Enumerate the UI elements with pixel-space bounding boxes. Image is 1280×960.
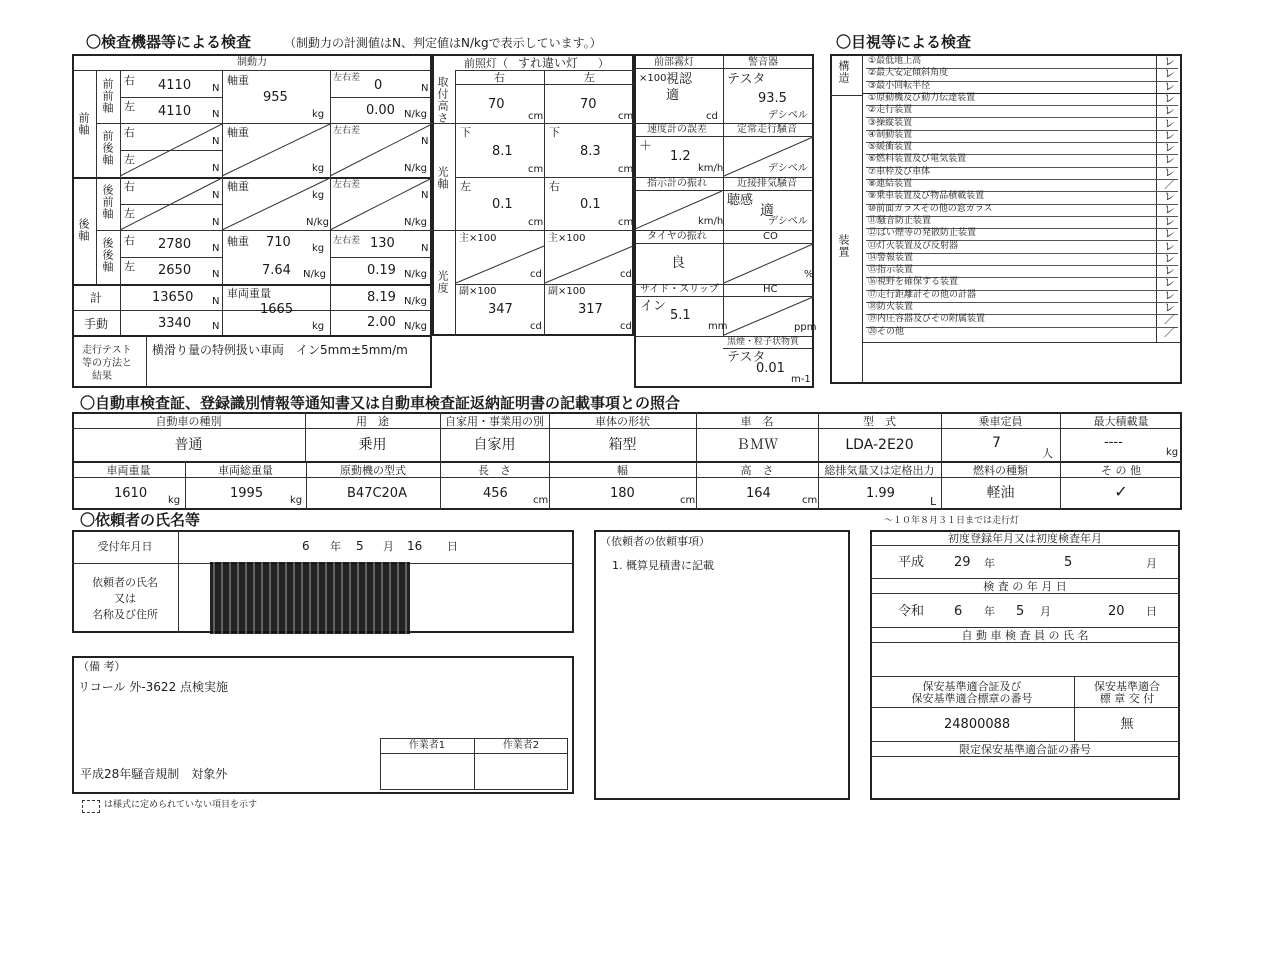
hl-sub-right-label: 副×100 xyxy=(459,286,497,297)
visual-item-mark: レ xyxy=(1164,251,1175,265)
hl-side-left-unit: cm xyxy=(618,217,634,228)
visual-item-mark: レ xyxy=(1164,141,1175,155)
remark-noise: 平成28年騒音規制 対象外 xyxy=(80,767,228,781)
reg-maxload-header: 最大積載量 xyxy=(1093,415,1149,428)
reg-capacity-unit: 人 xyxy=(1042,447,1053,460)
total-label: 計 xyxy=(90,291,103,305)
visual-item-label: ⑪騒音防止装置 xyxy=(868,215,932,226)
rr-diff-value: 130 xyxy=(370,236,395,251)
visual-item-row xyxy=(866,290,1178,303)
hl-main-left-label: 主×100 xyxy=(548,233,586,244)
rf-ratio-unit: N/kg xyxy=(404,217,427,228)
ff-ratio-value: 0.00 xyxy=(366,103,395,118)
rr-diff-ratio-unit: N/kg xyxy=(404,269,427,280)
rr-left-unit: N xyxy=(212,269,220,280)
ff-axle-label: 軸重 xyxy=(227,74,249,87)
rf-left-unit: N xyxy=(212,217,220,228)
visual-item-mark: レ xyxy=(1164,202,1175,216)
rf-axle-ratio-unit: N/kg xyxy=(306,217,329,228)
reg-length: 456 xyxy=(483,486,508,501)
hl-left-header: 左 xyxy=(584,71,595,84)
speedometer-error-sign: ＋ xyxy=(639,139,653,154)
hc-label: HC xyxy=(763,284,778,295)
reg-capacity: 7 xyxy=(992,435,1001,451)
rr-diff-unit: N xyxy=(421,243,429,254)
visual-item-row xyxy=(866,81,1178,94)
visual-item-row xyxy=(866,154,1178,167)
received-year: 6 xyxy=(302,539,310,553)
rr-right-unit: N xyxy=(212,243,220,254)
horn-unit: デシベル xyxy=(768,110,808,121)
reg-model-header: 型 式 xyxy=(863,415,896,428)
visual-item-mark: レ xyxy=(1164,301,1175,314)
horn-value: 93.5 xyxy=(758,91,787,106)
test-label-1: 走行テスト xyxy=(82,345,132,356)
indicator-unit: km/h xyxy=(698,216,724,227)
fog-lamp-unit: cd xyxy=(706,111,718,122)
legend-box xyxy=(82,800,100,813)
visual-device-label: 装置 xyxy=(837,234,850,258)
visual-item-label: ⑬灯火装置及び反射器 xyxy=(868,240,959,251)
fr-diff-label: 左右差 xyxy=(333,126,361,136)
inspection-date-year: 6 xyxy=(954,604,963,619)
fog-lamp-label: 前部霧灯 xyxy=(654,57,694,68)
ff-left-label: 左 xyxy=(124,100,135,113)
reg-other-header: そ の 他 xyxy=(1101,464,1141,477)
headlight-header-left: 前照灯（ xyxy=(464,57,508,70)
visual-item-row xyxy=(866,191,1178,204)
headlight-header-right: ） xyxy=(598,57,609,70)
rr-ratio-unit: N/kg xyxy=(303,269,326,280)
hl-sub-left-unit: cd xyxy=(620,321,632,332)
visual-section-title: 〇目視等による検査 xyxy=(836,33,972,51)
inspection-date-day-unit: 日 xyxy=(1146,605,1157,618)
visual-item-label: ⑱防火装置 xyxy=(868,302,914,312)
visual-item-row xyxy=(866,118,1178,131)
visual-item-mark: レ xyxy=(1164,239,1175,253)
fog-lamp-result: 視認適 xyxy=(666,72,693,103)
visual-item-mark: レ xyxy=(1164,214,1175,228)
remark-recall: リコール 外-3622 点検実施 xyxy=(78,680,229,694)
reg-weight-header: 車両重量 xyxy=(106,464,151,477)
first-registration-era: 平成 xyxy=(898,555,925,570)
visual-item-mark: ／ xyxy=(1164,313,1175,327)
rr-axle-unit: kg xyxy=(312,243,325,254)
reg-height-header: 高 さ xyxy=(740,464,774,477)
headlight-type: すれ違い灯 xyxy=(518,56,579,70)
smoke-label: 黒煙・粒子状物質 xyxy=(727,337,800,347)
hl-down-right: 8.1 xyxy=(492,144,513,159)
rf-axle-label: 軸重 xyxy=(227,180,249,193)
hl-main-right-unit: cd xyxy=(530,269,542,280)
reg-maxload: ---- xyxy=(1104,435,1123,450)
visual-structure-label: 構造 xyxy=(837,60,850,84)
rf-axle-unit: kg xyxy=(312,190,325,201)
hl-down-right-unit: cm xyxy=(528,164,544,175)
speedometer-error-label: 速度計の誤差 xyxy=(647,124,707,135)
visual-item-label: ⑮指示装置 xyxy=(868,265,914,276)
reg-displacement-unit: L xyxy=(930,495,937,508)
visual-item-label: ①原動機及び動力伝達装置 xyxy=(868,92,976,103)
side-slip-direction: イン xyxy=(640,299,667,314)
rr-diff-ratio-value: 0.19 xyxy=(367,263,396,278)
reg-gross-header: 車両総重量 xyxy=(218,464,273,477)
hl-side-right-unit: cm xyxy=(528,217,544,228)
tire-runout-result: 良 xyxy=(671,255,685,271)
visual-item-label: ⑳その他 xyxy=(868,326,905,337)
rear-axle-label: 後軸 xyxy=(77,218,90,242)
hl-height-label: 取付高さ xyxy=(436,76,449,124)
visual-item-mark: ／ xyxy=(1164,178,1175,191)
visual-item-row xyxy=(866,277,1178,290)
visual-item-label: ⑦車枠及び車体 xyxy=(868,166,931,177)
visual-item-mark: ／ xyxy=(1164,325,1175,339)
hl-right-header: 右 xyxy=(494,71,505,84)
visual-item-mark: レ xyxy=(1164,91,1175,105)
visual-item-mark: レ xyxy=(1164,116,1175,130)
visual-item-mark: レ xyxy=(1164,67,1175,81)
inspection-date-day: 20 xyxy=(1108,604,1125,619)
ff-right-unit: N xyxy=(212,83,220,94)
redacted-requester-name xyxy=(210,562,410,634)
inspection-date-month-unit: 月 xyxy=(1040,605,1051,618)
first-registration-year: 29 xyxy=(954,555,971,570)
hand-brake-value: 3340 xyxy=(158,316,192,331)
visual-item-row xyxy=(866,105,1178,118)
stationary-noise-label: 定常走行騒音 xyxy=(737,124,797,135)
visual-item-label: ⑥燃料装置及び電気装置 xyxy=(868,154,967,165)
received-year-unit: 年 xyxy=(330,540,341,553)
visual-item-mark: レ xyxy=(1164,276,1175,290)
stationary-noise-unit: デシベル xyxy=(768,163,808,174)
visual-item-label: ⑲内圧容器及びその附属装置 xyxy=(868,314,986,325)
ff-diff-unit: N xyxy=(421,83,429,94)
visual-item-mark: レ xyxy=(1164,79,1175,93)
received-month: 5 xyxy=(356,539,364,553)
vehicle-weight-unit: kg xyxy=(312,321,325,332)
visual-item-label: ③操縦装置 xyxy=(868,117,913,128)
inspection-date-month: 5 xyxy=(1016,604,1025,619)
issue-label-1: 保安基準適合 xyxy=(1094,680,1160,693)
hl-side-right: 0.1 xyxy=(492,197,513,212)
inspector-name-label: 自 動 車 検 査 員 の 氏 名 xyxy=(961,629,1089,642)
rr-ratio-value: 7.64 xyxy=(262,263,291,278)
proximity-noise-method: 聴感 xyxy=(727,193,754,208)
test-label-2: 等の方法と xyxy=(82,358,132,369)
visual-item-label: ④制動装置 xyxy=(868,129,913,140)
reg-displacement: 1.99 xyxy=(866,486,895,501)
reg-kind-header: 自動車の種別 xyxy=(155,415,222,428)
fr-right-unit: N xyxy=(212,136,220,147)
speedometer-error-unit: km/h xyxy=(698,163,724,174)
fr-diff-unit: N xyxy=(421,136,429,147)
visual-item-label: ⑭警報装置 xyxy=(868,252,914,263)
first-registration-month-unit: 月 xyxy=(1146,557,1157,570)
visual-item-label: ⑧連結装置 xyxy=(868,179,913,189)
hand-ratio-unit: N/kg xyxy=(404,321,427,332)
front-axle-label: 前軸 xyxy=(77,112,90,136)
reg-gross: 1995 xyxy=(230,486,264,501)
rear-front-axle-label: 後前軸 xyxy=(101,184,114,220)
rr-diff-label: 左右差 xyxy=(333,236,361,246)
rr-left-label: 左 xyxy=(124,260,135,273)
reg-length-header: 長 さ xyxy=(478,464,511,477)
total-value: 13650 xyxy=(152,290,194,305)
hand-brake-label: 手動 xyxy=(84,317,109,331)
visual-item-label: ⑤緩衝装置 xyxy=(868,142,913,153)
visual-item-mark: レ xyxy=(1164,227,1175,241)
co-label: CO xyxy=(763,231,778,242)
indicator-label: 指示計の振れ xyxy=(647,178,707,189)
ff-ratio-unit: N/kg xyxy=(404,109,427,120)
reg-height: 164 xyxy=(746,486,771,501)
inspection-date-year-unit: 年 xyxy=(984,605,995,618)
received-date-label: 受付年月日 xyxy=(97,540,153,553)
registry-section-title: 〇自動車検査証、登録識別情報等通知書又は自動車検査証返納証明書の記載事項との照合 xyxy=(80,394,681,412)
reg-width: 180 xyxy=(610,486,635,501)
first-registration-year-unit: 年 xyxy=(984,557,995,570)
visual-item-label: ⑨乗車装置及び物品積載装置 xyxy=(868,191,985,202)
visual-item-row xyxy=(866,93,1178,106)
rr-left-value: 2650 xyxy=(158,263,192,278)
reg-engine: B47C20A xyxy=(347,486,407,501)
ff-diff-value: 0 xyxy=(374,78,383,93)
hl-sub-left-label: 副×100 xyxy=(548,286,586,297)
ff-left-unit: N xyxy=(212,109,220,120)
requester-section-title: 〇依頼者の氏名等 xyxy=(80,511,201,529)
reg-width-unit: cm xyxy=(680,495,696,506)
hand-ratio-value: 2.00 xyxy=(367,315,396,330)
reg-length-unit: cm xyxy=(533,495,549,506)
visual-item-label: ⑫ばい煙等の発散防止装置 xyxy=(868,228,977,239)
visual-item-label: ①最低地上高 xyxy=(868,56,922,66)
ff-diff-label: 左右差 xyxy=(333,73,361,83)
tire-runout-label: タイヤの振れ xyxy=(647,231,707,242)
rf-diff-unit: N xyxy=(421,190,429,201)
reg-capacity-header: 乗車定員 xyxy=(978,415,1023,428)
ff-axle-value: 955 xyxy=(263,90,288,105)
rear-rear-axle-label: 後後軸 xyxy=(101,237,114,273)
proximity-noise-unit: デシベル xyxy=(768,216,808,227)
ff-left-value: 4110 xyxy=(158,104,192,119)
hl-axis-label: 光軸 xyxy=(436,166,449,190)
reg-width-header: 幅 xyxy=(617,464,628,477)
requester-name-label-2: 又は xyxy=(114,592,136,605)
visual-item-label: ⑯視野を確保する装置 xyxy=(868,277,959,288)
visual-item-row xyxy=(866,327,1178,339)
horn-label: 警音器 xyxy=(748,57,778,68)
received-month-unit: 月 xyxy=(383,540,394,553)
hl-down-left-unit: cm xyxy=(618,164,634,175)
inspection-date-label: 検 査 の 年 月 日 xyxy=(983,580,1067,593)
worker1-label: 作業者1 xyxy=(408,740,446,751)
reg-model: LDA-2E20 xyxy=(845,437,914,453)
front-rear-axle-label: 前後軸 xyxy=(101,130,114,166)
fr-ratio-unit: N/kg xyxy=(404,163,427,174)
machine-section-title: 〇検査機器等による検査 xyxy=(86,33,252,51)
hl-height-left: 70 xyxy=(580,97,597,112)
request-item: 1. 概算見積書に記載 xyxy=(612,559,714,572)
smoke-value: 0.01 xyxy=(756,361,785,376)
hl-height-right: 70 xyxy=(488,97,505,112)
total-ratio-value: 8.19 xyxy=(367,290,396,305)
hl-side-left-label: 右 xyxy=(549,180,560,193)
hl-main-left-unit: cd xyxy=(620,269,632,280)
visual-item-label: ②最大安定傾斜角度 xyxy=(868,68,949,79)
requester-name-label-1: 依頼者の氏名 xyxy=(92,576,158,589)
rr-right-value: 2780 xyxy=(158,237,192,252)
reg-displacement-header: 総排気量又は定格出力 xyxy=(824,464,935,477)
hl-sub-left: 317 xyxy=(578,302,603,317)
visual-item-row xyxy=(866,130,1178,143)
visual-item-mark: レ xyxy=(1164,288,1175,302)
visual-item-mark: レ xyxy=(1164,104,1175,118)
hl-side-left: 0.1 xyxy=(580,197,601,212)
legend-text: は様式に定められていない項目を示す xyxy=(104,800,258,810)
visual-item-mark: レ xyxy=(1164,165,1175,179)
first-registration-label: 初度登録年月又は初度検査年月 xyxy=(948,532,1102,545)
limited-cert-label: 限定保安基準適合証の番号 xyxy=(959,743,1091,756)
cert-label-2: 保安基準適合標章の番号 xyxy=(911,692,1033,705)
visual-item-mark: レ xyxy=(1164,264,1175,278)
machine-section-note: （制動力の計測値はN、判定値はN/kgで表示しています。） xyxy=(284,36,602,50)
reg-gross-unit: kg xyxy=(290,495,303,506)
running-light-note: ～１０年８月３１日までは走行灯 xyxy=(884,516,1020,526)
side-slip-label: サイド・スリップ xyxy=(640,284,719,295)
visual-item-row xyxy=(866,228,1178,241)
inspection-block xyxy=(870,530,1180,800)
visual-item-label: ⑩前面ガラスその他の窓ガラス xyxy=(868,203,993,214)
visual-item-mark: レ xyxy=(1164,190,1175,204)
inspection-date-era: 令和 xyxy=(898,604,925,619)
fr-left-unit: N xyxy=(212,163,220,174)
reg-use: 乗用 xyxy=(358,437,387,453)
cert-label-1: 保安基準適合証及び xyxy=(922,680,1022,693)
rf-left-label: 左 xyxy=(124,207,135,220)
visual-item-mark: レ xyxy=(1164,153,1175,167)
speedometer-error-value: 1.2 xyxy=(670,149,691,164)
smoke-unit: m-1 xyxy=(791,374,811,385)
reg-maxload-unit: kg xyxy=(1166,447,1179,458)
reg-name: ＢＭＷ xyxy=(736,437,778,453)
proximity-noise-result: 適 xyxy=(760,203,774,219)
vehicle-weight-label: 車両重量 xyxy=(227,287,271,300)
hl-sub-right-unit: cd xyxy=(530,321,542,332)
reg-weight-unit: kg xyxy=(168,495,181,506)
fr-left-label: 左 xyxy=(124,153,135,166)
ff-right-value: 4110 xyxy=(158,78,192,93)
cert-number: 24800088 xyxy=(944,717,1011,732)
fog-lamp-mark: ×100 xyxy=(639,73,667,84)
issue-value: 無 xyxy=(1120,717,1134,732)
reg-private: 自家用 xyxy=(473,437,516,453)
hl-side-right-label: 左 xyxy=(460,180,471,193)
hc-unit: ppm xyxy=(794,322,817,333)
horn-method: テスタ xyxy=(727,72,766,87)
visual-struct-separator xyxy=(862,93,1182,94)
vehicle-weight-value: 1665 xyxy=(260,302,294,317)
hl-height-left-unit: cm xyxy=(618,111,634,122)
rf-diff-label: 左右差 xyxy=(333,180,361,190)
reg-body: 箱型 xyxy=(608,437,637,453)
received-day: 16 xyxy=(407,539,423,553)
received-day-unit: 日 xyxy=(447,540,458,553)
visual-item-row xyxy=(866,68,1178,81)
test-label-3: 結果 xyxy=(92,371,112,382)
first-registration-month: 5 xyxy=(1064,555,1073,570)
visual-item-row xyxy=(866,241,1178,254)
hl-down-right-label: 下 xyxy=(460,126,471,139)
hl-main-right-label: 主×100 xyxy=(459,233,497,244)
total-unit: N xyxy=(212,296,220,307)
worker2-label: 作業者2 xyxy=(502,740,540,751)
visual-item-row xyxy=(866,167,1178,180)
rr-axle-label: 軸重 xyxy=(227,235,249,248)
rf-right-unit: N xyxy=(212,190,220,201)
hand-brake-unit: N xyxy=(212,321,220,332)
visual-item-label: ②走行装置 xyxy=(868,105,913,116)
hl-sub-right: 347 xyxy=(488,302,513,317)
co-unit: % xyxy=(804,269,814,280)
request-title: （依頼者の依頼事項） xyxy=(600,535,710,548)
side-slip-value: 5.1 xyxy=(670,308,691,323)
reg-kind: 普通 xyxy=(174,437,203,453)
rr-axle-value: 710 xyxy=(266,235,291,250)
front-front-axle-label: 前前軸 xyxy=(101,78,114,114)
visual-item-mark: レ xyxy=(1164,128,1175,142)
ff-right-label: 右 xyxy=(124,74,135,87)
visual-item-row xyxy=(866,204,1178,217)
issue-label-2: 標 章 交 付 xyxy=(1099,692,1155,705)
reg-weight: 1610 xyxy=(114,486,148,501)
reg-fuel-header: 燃料の種類 xyxy=(973,464,1028,477)
smoke-method: テスタ xyxy=(727,350,766,365)
reg-use-header: 用 途 xyxy=(356,415,389,428)
visual-item-row xyxy=(866,314,1178,327)
reg-other-check: ✓ xyxy=(1114,482,1128,501)
rf-right-label: 右 xyxy=(124,180,135,193)
requester-name-label-3: 名称及び住所 xyxy=(92,608,158,621)
fr-axle-label: 軸重 xyxy=(227,126,249,139)
visual-item-label: ③最小回転半径 xyxy=(868,80,931,91)
visual-item-label: ⑰走行距離計その他の計器 xyxy=(868,289,977,300)
reg-name-header: 車 名 xyxy=(740,415,774,428)
ff-axle-unit: kg xyxy=(312,109,325,120)
proximity-noise-label: 近接排気騒音 xyxy=(737,178,797,189)
reg-height-unit: cm xyxy=(802,495,818,506)
fr-axle-unit: kg xyxy=(312,163,325,174)
remarks-title: （備 考） xyxy=(78,660,126,673)
rr-right-label: 右 xyxy=(124,234,135,247)
total-ratio-unit: N/kg xyxy=(404,296,427,307)
hl-intensity-label: 光度 xyxy=(436,270,449,294)
hl-down-left: 8.3 xyxy=(580,144,601,159)
running-test-result: 横滑り量の特例扱い車両 イン5mm±5mm/m xyxy=(152,343,408,357)
brake-header: 制動力 xyxy=(237,57,267,68)
visual-item-mark: レ xyxy=(1164,55,1175,68)
fr-right-label: 右 xyxy=(124,126,135,139)
hl-down-left-label: 下 xyxy=(549,126,560,139)
reg-fuel: 軽油 xyxy=(986,485,1015,501)
reg-private-header: 自家用・事業用の別 xyxy=(445,415,544,428)
side-slip-unit: mm xyxy=(708,321,728,332)
reg-body-header: 車体の形状 xyxy=(595,415,650,428)
hl-height-right-unit: cm xyxy=(528,111,544,122)
reg-engine-header: 原動機の型式 xyxy=(340,464,406,477)
